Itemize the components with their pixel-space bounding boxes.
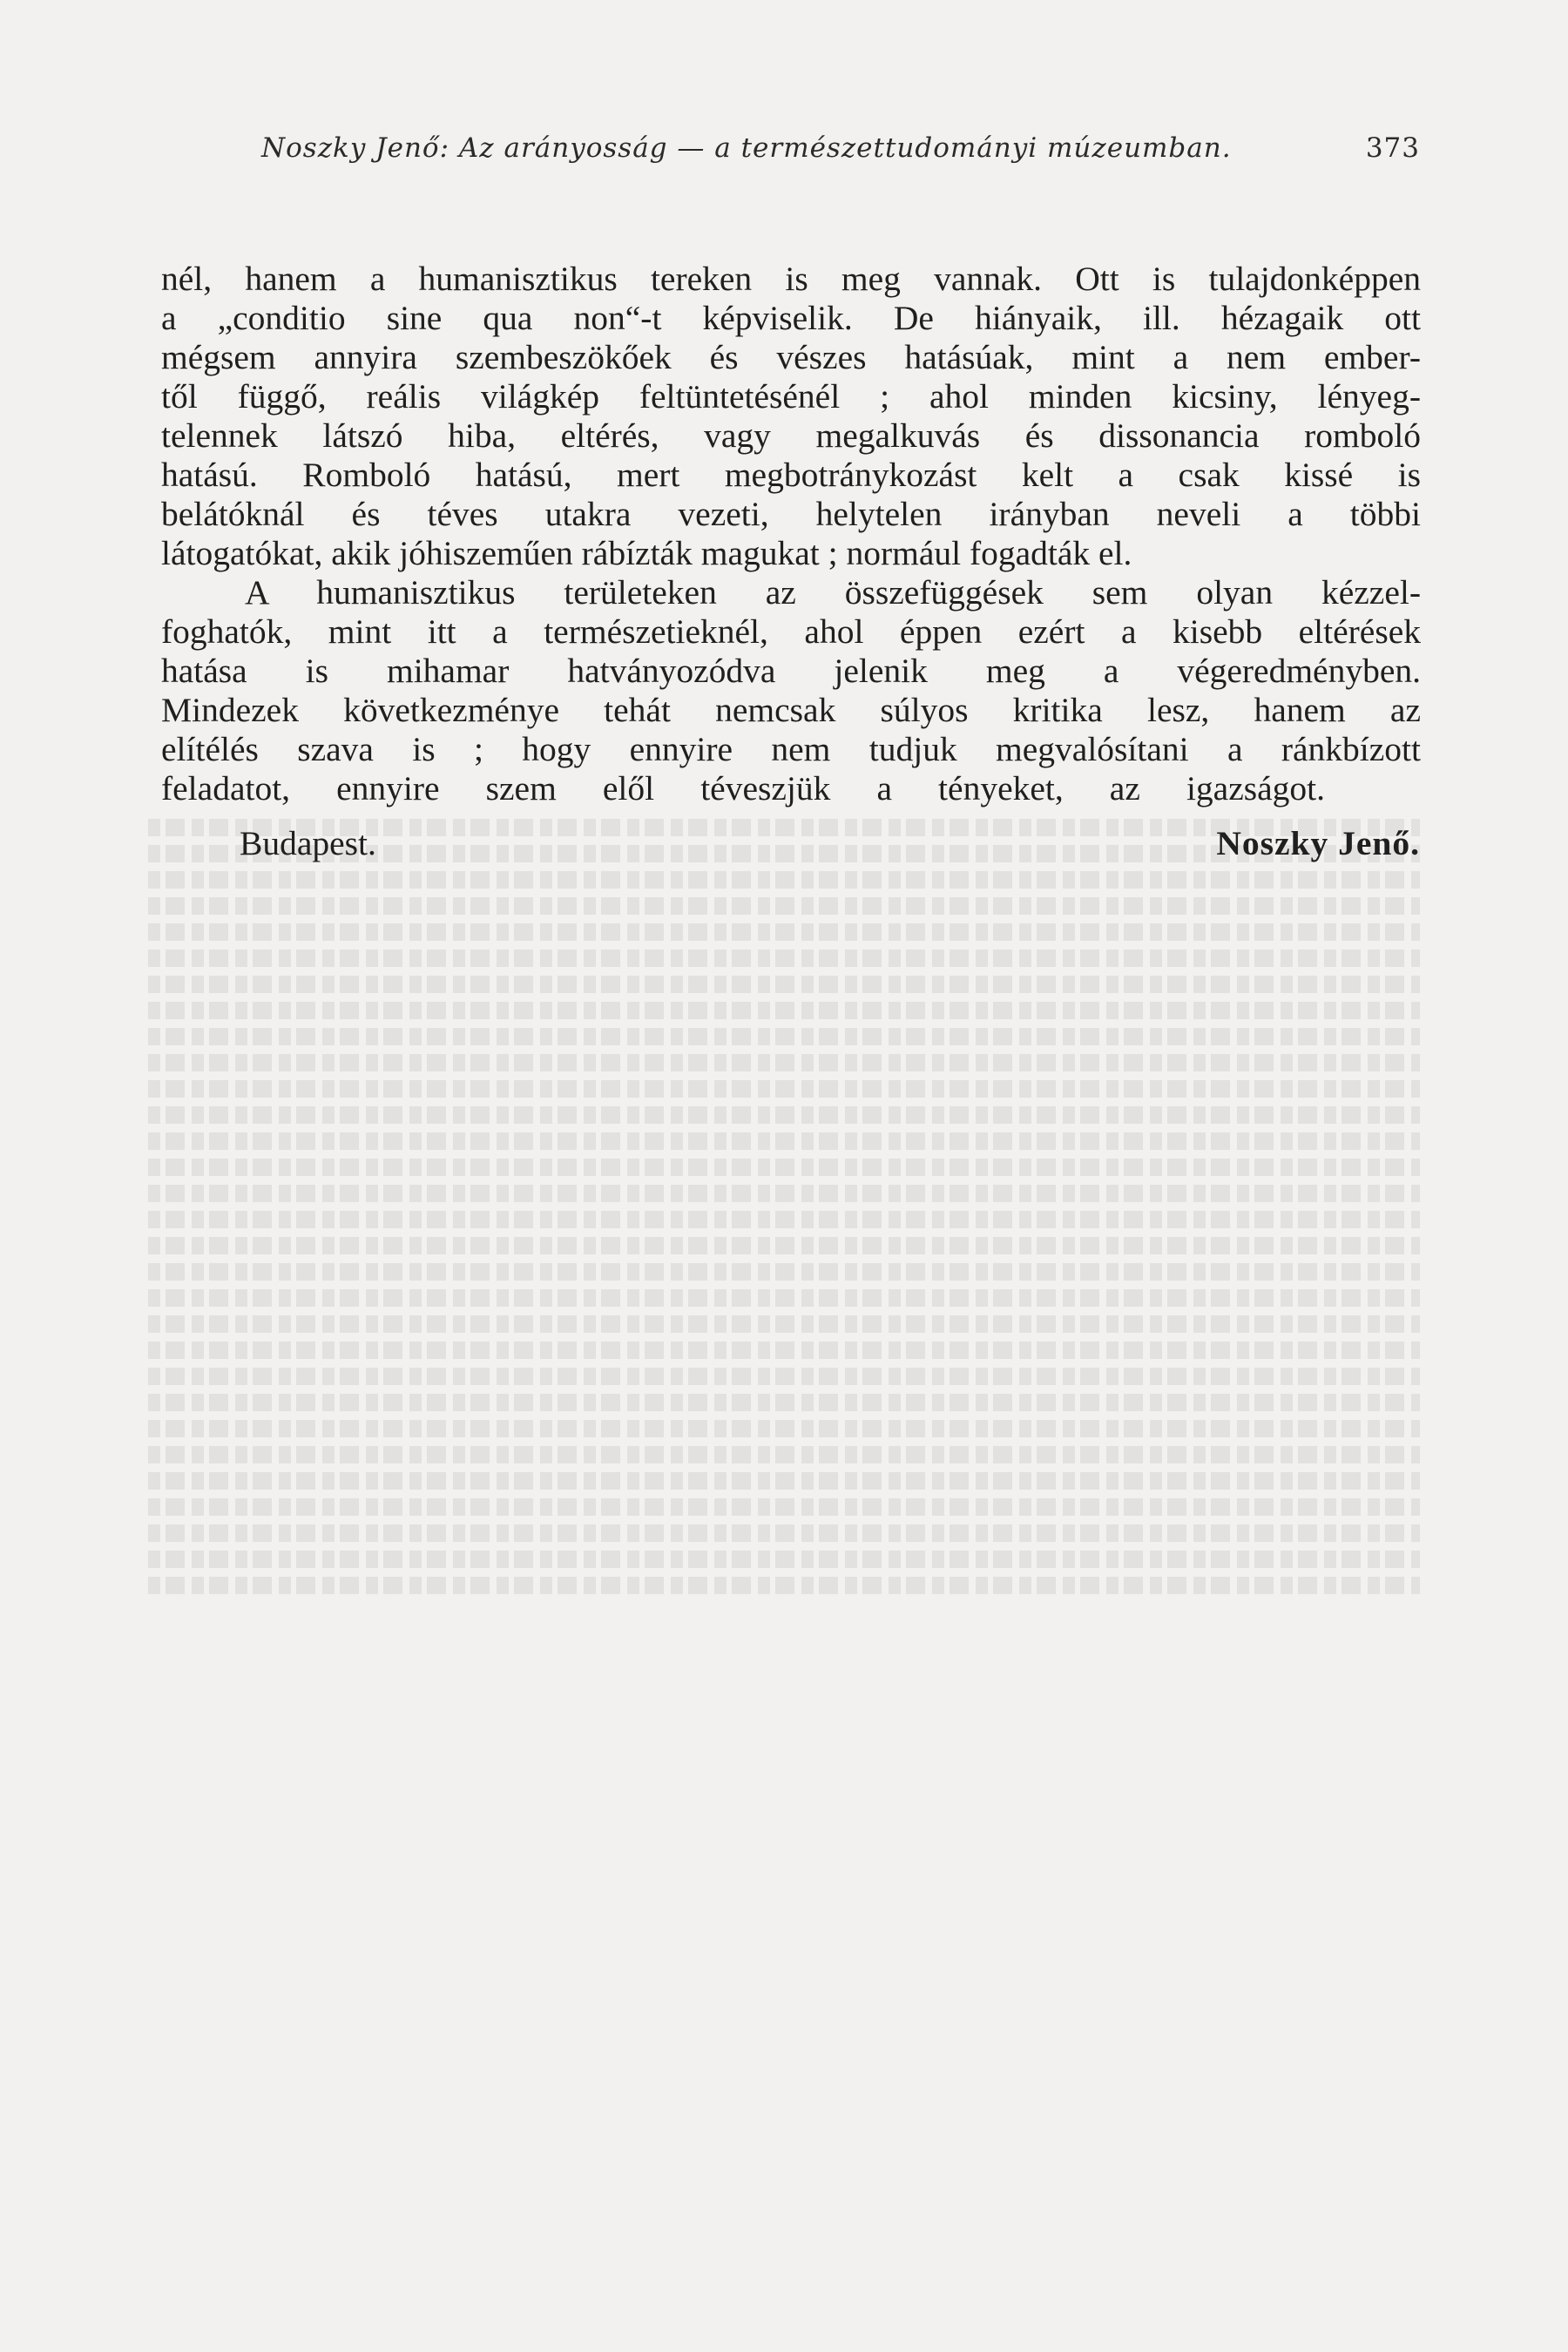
text-line: látogatókat, akik jóhiszeműen rábízták magukat ; normául fogadták el. [161, 534, 1132, 572]
running-title: Noszky Jenő: Az arányosság — a természettudományi múzeumban. [261, 132, 1232, 164]
text-line: a „conditio sine qua non“-t képviselik. De hiányaik, ill. hézagaik ott [161, 299, 1421, 337]
running-header [261, 132, 1420, 176]
text-line: feladatot, ennyire szem elől téveszjük a tényeket, az igazságot. [161, 769, 1325, 808]
signature-place: Budapest. [240, 824, 376, 862]
reverse-page-show-through [148, 810, 1420, 2073]
text-line: mégsem annyira szembeszökőek és vészes hatásúak, mint a nem ember- [161, 338, 1421, 376]
text-line: nél, hanem a humanisztikus tereken is meg vannak. Ott is tulajdonképpen [161, 260, 1421, 298]
text-line: elítélés szava is ; hogy ennyire nem tudjuk megvalósítani a ránkbízott [161, 730, 1421, 768]
signature-block [240, 823, 1420, 867]
text-line: Mindezek következménye tehát nemcsak súlyos kritika lesz, hanem az [161, 691, 1421, 729]
text-line: hatású. Romboló hatású, mert megbotránykozást kelt a csak kissé is [161, 456, 1421, 494]
text-line: A humanisztikus területeken az összefüggések sem olyan kézzel- [245, 573, 1421, 612]
text-line: foghatók, mint itt a természetieknél, ahol éppen ezért a kisebb eltérések [161, 612, 1421, 651]
text-line: től függő, reális világkép feltüntetésénél ; ahol minden kicsiny, lényeg- [161, 377, 1421, 416]
text-line: hatása is mihamar hatványozódva jelenik meg a végeredményben. [161, 652, 1421, 690]
text-line: belátóknál és téves utakra vezeti, helytelen irányban neveli a többi [161, 495, 1421, 533]
signature-author: Noszky Jenő. [1216, 824, 1420, 862]
page-number: 373 [1365, 132, 1420, 164]
text-line: telennek látszó hiba, eltérés, vagy megalkuvás és dissonancia romboló [161, 416, 1421, 455]
body-paragraph [161, 260, 1421, 808]
